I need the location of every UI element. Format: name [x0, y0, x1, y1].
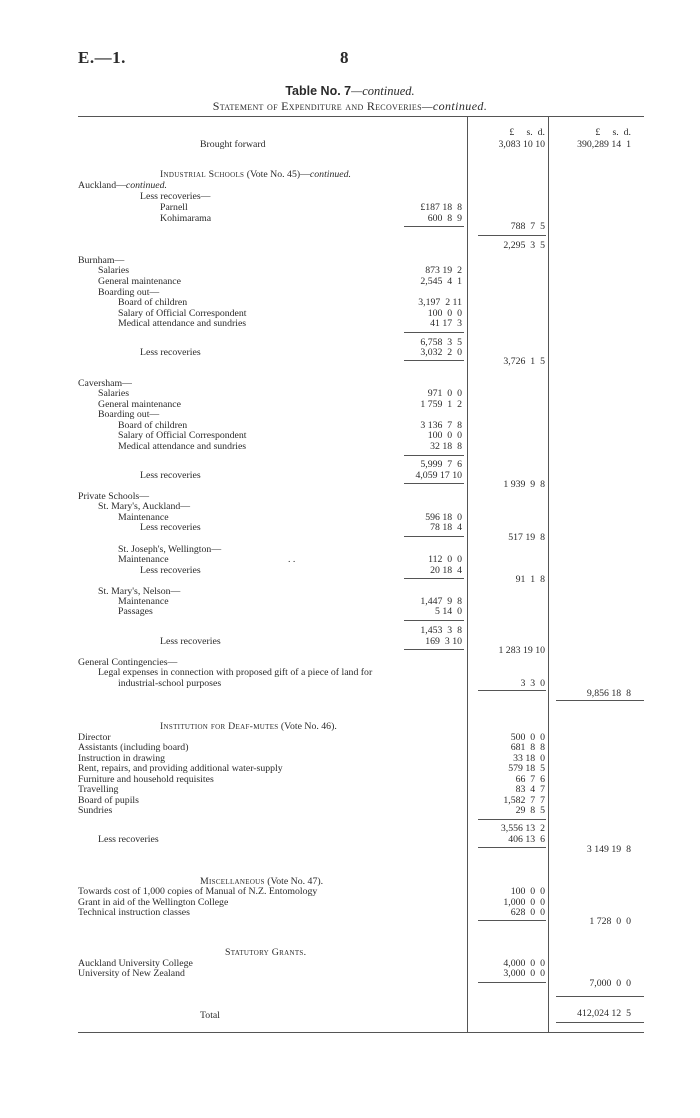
deaf-less-label: Less recoveries — [98, 834, 159, 845]
dots: . . — [288, 554, 296, 565]
smn-pass-label: Passages — [118, 606, 153, 617]
deaf-vote-total: 3 149 19 8 — [586, 844, 631, 855]
grand-total: 412,024 12 5 — [577, 1008, 631, 1019]
burnham-salary-official: 100 0 0 — [427, 308, 462, 319]
brought-forward-label: Brought forward — [200, 139, 266, 150]
misc-item-0-label: Towards cost of 1,000 copies of Manual of N.Z. Entomology — [78, 886, 318, 897]
burnham-salaries-label: Salaries — [98, 265, 130, 276]
statutory-item-0-value: 4,000 0 0 — [503, 958, 545, 969]
sj-less: 20 18 4 — [430, 565, 462, 576]
statutory-item-1-value: 3,000 0 0 — [503, 968, 545, 979]
smn-total: 1,453 3 8 — [420, 625, 462, 636]
auckland-net: 788 7 5 — [510, 221, 545, 232]
caversham-salary-official: 100 0 0 — [427, 430, 462, 441]
burnham-label: Burnham— — [78, 255, 125, 266]
caversham-net: 1 939 9 8 — [503, 479, 545, 490]
deaf-item-0-label: Director — [78, 732, 111, 743]
brought-forward-col2: 3,083 10 10 — [498, 139, 545, 150]
deaf-item-4-label: Furniture and household requisites — [78, 774, 214, 785]
column-rule-2 — [548, 116, 549, 1032]
deaf-item-5-label: Travelling — [78, 784, 119, 795]
misc-item-0-value: 100 0 0 — [510, 886, 545, 897]
rule — [404, 226, 464, 227]
table-title-suffix: —continued. — [351, 84, 415, 98]
statutory-item-1-label: University of New Zealand — [78, 968, 185, 979]
burnham-net: 3,726 1 5 — [503, 356, 545, 367]
caversham-general: 1 759 1 2 — [420, 399, 462, 410]
sma-maint-label: Maintenance — [118, 512, 169, 523]
caversham-board-children: 3 136 7 8 — [420, 420, 462, 431]
deaf-item-5-value: 83 4 7 — [515, 784, 545, 795]
burnham-total: 6,758 3 5 — [420, 337, 462, 348]
table-title — [0, 84, 700, 99]
industrial-vote-total: 9,856 18 8 — [586, 688, 631, 699]
sma-less: 78 18 4 — [430, 522, 462, 533]
column-rule-1 — [467, 116, 468, 1032]
caversham-salaries: 971 0 0 — [427, 388, 462, 399]
sj-maint: 112 0 0 — [428, 554, 462, 565]
rule — [478, 819, 546, 820]
deaf-item-2-value: 33 18 0 — [513, 753, 545, 764]
statutory-item-0-label: Auckland University College — [78, 958, 193, 969]
rule — [478, 690, 546, 691]
rule — [404, 360, 464, 361]
sma-net: 517 19 8 — [508, 532, 545, 543]
misc-item-1-label: Grant in aid of the Wellington College — [78, 897, 229, 908]
deaf-item-2-label: Instruction in drawing — [78, 753, 166, 764]
caversham-boarding-label: Boarding out— — [98, 409, 160, 420]
auckland-less-recoveries: Less recoveries— — [140, 191, 211, 202]
kohimarama-value: 600 8 9 — [427, 213, 462, 224]
sj-less-label: Less recoveries — [140, 565, 201, 576]
report-code: E.—1. — [78, 48, 126, 67]
caversham-medical-label: Medical attendance and sundries — [118, 441, 247, 452]
table-subtitle — [0, 99, 700, 114]
deaf-total: 3,556 13 2 — [500, 823, 545, 834]
burnham-salaries: 873 19 2 — [425, 265, 462, 276]
table-title-main: Table No. 7 — [285, 84, 352, 98]
deaf-item-7-value: 29 8 5 — [515, 805, 545, 816]
caversham-less: 4,059 17 10 — [415, 470, 462, 481]
statutory-vote-total: 7,000 0 0 — [589, 978, 631, 989]
deaf-item-0-value: 500 0 0 — [510, 732, 545, 743]
caversham-salaries-label: Salaries — [98, 388, 130, 399]
rule — [404, 455, 464, 456]
sj-maint-label: Maintenance — [118, 554, 169, 565]
st-marys-nelson-label: St. Mary's, Nelson— — [98, 586, 181, 597]
deaf-less: 406 13 6 — [508, 834, 545, 845]
rule — [404, 620, 464, 621]
deaf-heading: Institution for Deaf-mutes (Vote No. 46). — [160, 721, 337, 732]
burnham-medical-label: Medical attendance and sundries — [118, 318, 247, 329]
st-josephs-label: St. Joseph's, Wellington— — [118, 544, 222, 555]
col2-header: £ s. d. — [509, 127, 545, 138]
brought-forward-col3: 390,289 14 1 — [577, 139, 631, 150]
deaf-item-6-value: 1,582 7 7 — [503, 795, 545, 806]
rule — [478, 920, 546, 921]
kohimarama-label: Kohimarama — [160, 213, 212, 224]
burnham-board-children-label: Board of children — [118, 297, 188, 308]
sj-net: 91 1 8 — [515, 574, 545, 585]
page-number: 8 — [340, 48, 349, 67]
smn-maint-label: Maintenance — [118, 596, 169, 607]
legal-line-1: Legal expenses in connection with proposed gift of a piece of land for — [98, 667, 373, 678]
burnham-boarding-label: Boarding out— — [98, 287, 160, 298]
rule — [404, 649, 464, 650]
rule — [404, 578, 464, 579]
sma-less-label: Less recoveries — [140, 522, 201, 533]
table-top-rule — [78, 116, 644, 117]
burnham-less: 3,032 2 0 — [420, 347, 462, 358]
misc-vote-total: 1 728 0 0 — [589, 916, 631, 927]
smn-maint: 1,447 9 8 — [420, 596, 462, 607]
misc-item-2-label: Technical instruction classes — [78, 907, 190, 918]
burnham-salary-official-label: Salary of Official Correspondent — [118, 308, 247, 319]
industrial-heading: Industrial Schools (Vote No. 45)—continued. — [160, 169, 352, 180]
st-marys-auckland-label: St. Mary's, Auckland— — [98, 501, 191, 512]
legal-value: 3 3 0 — [520, 678, 545, 689]
legal-line-2: industrial-school purposes — [118, 678, 222, 689]
smn-less: 169 3 10 — [425, 636, 462, 647]
deaf-item-6-label: Board of pupils — [78, 795, 139, 806]
misc-item-1-value: 1,000 0 0 — [503, 897, 545, 908]
deaf-item-3-label: Rent, repairs, and providing additional water-supply — [78, 763, 283, 774]
parnell-value: £187 18 8 — [420, 202, 462, 213]
smn-less-label: Less recoveries — [160, 636, 221, 647]
sma-maint: 596 18 0 — [425, 512, 462, 523]
smn-net: 1 283 19 10 — [498, 645, 545, 656]
auckland-label: Auckland—continued. — [78, 180, 167, 191]
caversham-board-children-label: Board of children — [118, 420, 188, 431]
deaf-item-7-label: Sundries — [78, 805, 113, 816]
rule — [404, 536, 464, 537]
caversham-total: 5,999 7 6 — [420, 459, 462, 470]
caversham-medical: 32 18 8 — [430, 441, 462, 452]
misc-heading: Miscellaneous (Vote No. 47). — [200, 876, 324, 887]
parnell-label: Parnell — [160, 202, 188, 213]
rule — [478, 982, 546, 983]
rule — [404, 483, 464, 484]
rule — [478, 847, 546, 848]
caversham-general-label: General maintenance — [98, 399, 181, 410]
rule — [556, 1022, 644, 1023]
rule — [478, 235, 546, 236]
rule — [556, 996, 644, 997]
private-label: Private Schools— — [78, 491, 150, 502]
burnham-board-children: 3,197 2 11 — [418, 297, 462, 308]
table-bottom-rule — [78, 1032, 644, 1033]
deaf-item-4-value: 66 7 6 — [515, 774, 545, 785]
col3-header: £ s. d. — [595, 127, 631, 138]
caversham-less-label: Less recoveries — [140, 470, 201, 481]
deaf-item-3-value: 579 18 5 — [508, 763, 545, 774]
total-label: Total — [200, 1010, 220, 1021]
burnham-less-label: Less recoveries — [140, 347, 201, 358]
misc-item-2-value: 628 0 0 — [510, 907, 545, 918]
statutory-heading: Statutory Grants. — [225, 947, 307, 958]
deaf-item-1-label: Assistants (including board) — [78, 742, 189, 753]
deaf-item-1-value: 681 8 8 — [510, 742, 545, 753]
subtitle-suffix: —continued. — [421, 99, 488, 113]
rule — [404, 332, 464, 333]
burnham-medical: 41 17 3 — [430, 318, 462, 329]
caversham-label: Caversham— — [78, 378, 132, 389]
subtotal-1: 2,295 3 5 — [503, 240, 545, 251]
subtitle-main: Statement of Expenditure and Recoveries — [212, 99, 422, 113]
rule — [556, 700, 644, 701]
burnham-general: 2,545 4 1 — [420, 276, 462, 287]
caversham-salary-official-label: Salary of Official Correspondent — [118, 430, 247, 441]
burnham-general-label: General maintenance — [98, 276, 181, 287]
contingencies-label: General Contingencies— — [78, 657, 178, 668]
smn-pass: 5 14 0 — [435, 606, 462, 617]
